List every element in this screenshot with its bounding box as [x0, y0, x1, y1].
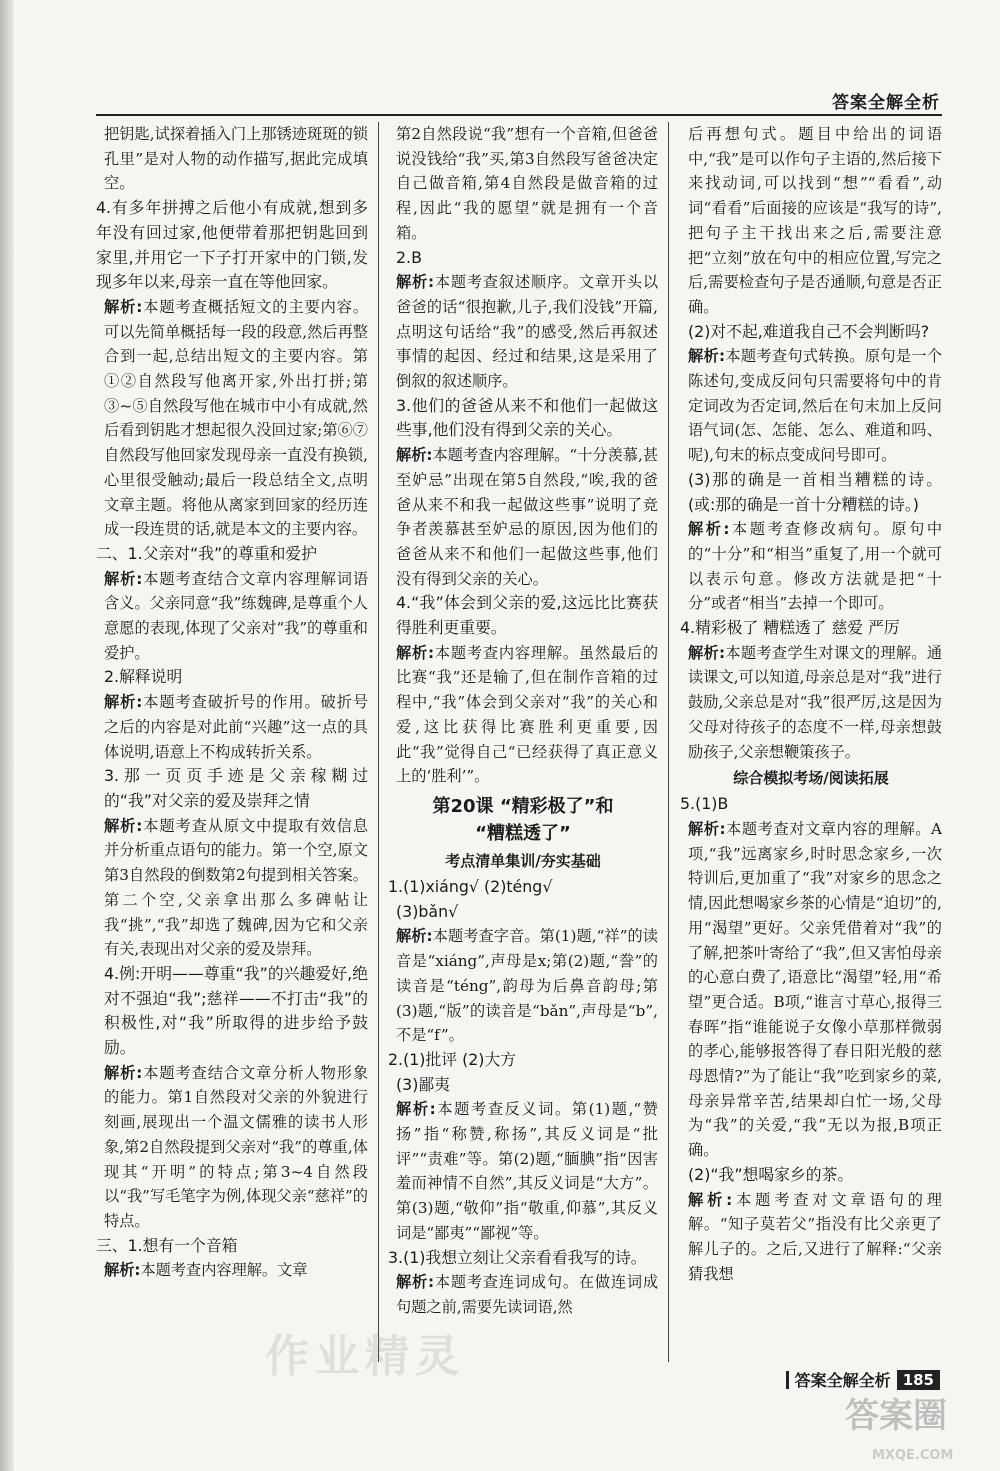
analysis-label: 解析: [396, 1100, 436, 1119]
analysis-label: 解析: [688, 1190, 733, 1209]
column-2 [388, 122, 658, 1367]
analysis-paragraph: 解析:本题考查对文章语句的理解。“知子莫若父”指没有比父亲更了解儿子的。之后,又进行了解释:“父亲猜我想 [688, 1190, 942, 1283]
column-3 [680, 122, 942, 1367]
analysis-paragraph: 解析:本题考查句式转换。原句是一个陈述句,变成反问句只需要将句中的肯定词改为否定词,然后在句末加上反问语气词(怎、怎能、怎么、难道和吗、呢),句末的标点变成问号即可。 [688, 347, 942, 465]
analysis-label: 解析: [104, 569, 143, 588]
paragraph: 把钥匙,试探着插入门上那锈迹斑斑的锁孔里”是对人物的动作描写,据此完成填空。 [104, 125, 368, 193]
footer-label: 答案全解全析 [794, 1371, 891, 1390]
column-1 [96, 122, 368, 1367]
answer-item: (2)“我”想喝家乡的茶。 [688, 1164, 854, 1184]
answer-item: (3)鄙夷 [396, 1074, 450, 1094]
answer-item: 3.他们的爸爸从来不和他们一起做这些事,他们没有得到父亲的关心。 [396, 395, 658, 440]
answer-item: (2)对不起,难道我自己不会判断吗? [688, 321, 930, 341]
section-heading-expand: 综合模拟考场/阅读拓展 [733, 769, 889, 788]
lesson-title-line2: “糟糕透了” [475, 822, 571, 844]
analysis-paragraph: 解析:本题考查内容理解。“十分羡慕,甚至妒忌”出现在第5自然段,“唉,我的爸爸从来不和我一起做这些事”说明了竞争者羡慕甚至妒忌的原因,因为他们的爸爸从来不和他们一起做这些事,他们没有得到父亲的关心。 [396, 446, 658, 588]
answer-item: 4.“我”体会到父亲的爱,这远比比赛获得胜利更重要。 [396, 593, 658, 638]
header-rule [96, 114, 942, 116]
analysis-paragraph: 解析:本题考查字音。第(1)题,“祥”的读音是“xiáng”,声母是x;第(2)题,“誊”的读音是“téng”,韵母为后鼻音韵母;第(3)题,“版”的读音是“bǎn”,声母是“b”,不是“f”。 [396, 927, 658, 1045]
answer-item: 4.例:开明——尊重“我”的兴趣爱好,绝对不强迫“我”;慈祥——不打击“我”的积极性,对“我”所取得的进步给予鼓励。 [104, 963, 368, 1058]
lesson-title-line1: 第20课 “精彩极了”和 [432, 795, 614, 817]
answer-item: 2.解释说明 [104, 667, 183, 687]
footer-bar [786, 1371, 789, 1389]
analysis-label: 解析: [396, 1273, 435, 1292]
analysis-label: 解析: [396, 273, 435, 292]
answer-item: 1.(1)xiáng√ (2)téng√ [388, 876, 553, 896]
analysis-paragraph: 解析:本题考查对文章内容的理解。A项,“我”远离家乡,时时思念家乡,一次特训后,更加重了“我”对家乡的思念之情,因此想喝家乡茶的心情是“迫切”的,用“渴望”更好。父亲凭借着对“我”的了解,把茶叶寄给了“我”,但又害怕母亲的心意白费了,语意比“渴望”轻,用“希望”更合适。B项,“谁言寸草心,报得三春晖”指“谁能说子女像小草那样微弱的孝心,能够报答得了春日阳光般的慈母恩情?”为了能让“我”吃到家乡的菜,母亲异常辛苦,结果却白忙一场,父母为“我”的关爱,“我”无以为报,B项正确。 [688, 819, 942, 1160]
answer-item: 二、1.父亲对“我”的尊重和爱护 [96, 543, 318, 563]
analysis-label: 解析: [104, 693, 143, 712]
analysis-label: 解析: [688, 347, 726, 366]
analysis-paragraph: 解析:本题考查反义词。第(1)题,“赞扬”指“称赞,称扬”,其反义词是“批评”“责难”等。第(2)题,“腼腆”指“因害羞而神情不自然”,其反义词是“大方”。第(3)题,“敬仰”指“敬重,仰慕”,其反义词是“鄙夷”“鄙视”等。 [396, 1100, 658, 1242]
analysis-label: 解析: [688, 643, 726, 662]
answer-item: 4.精彩极了 糟糕透了 慈爱 严厉 [680, 618, 900, 638]
paragraph: 后再想句式。题目中给出的词语中,“我”是可以作句子主语的,然后接下来找动词,可以找到“想”“看看”,动词“看看”后面接的应该是“我写的诗”,把句子主干找出来之后,需要注意把“立刻”放在句中的相应位置,写完之后,需要检查句子是否通顺,句意是否正确。 [688, 125, 942, 316]
analysis-label: 解析: [104, 1063, 143, 1082]
analysis-paragraph: 解析:本题考查内容理解。虽然最后的比赛“我”还是输了,但在制作音箱的过程中,“我”体会到父亲对“我”的关心和爱,这比获得比赛胜利更重要,因此“我”觉得自己“已经获得了真正意义上的‘胜利’”。 [396, 643, 658, 786]
analysis-paragraph: 解析:本题考查连词成句。在做连词成句题之前,需要先读词语,然 [396, 1273, 658, 1316]
section-heading-basic: 考点清单集训/夯实基础 [445, 851, 601, 870]
analysis-paragraph: 解析:本题考查结合文章内容理解词语含义。父亲同意“我”练魏碑,是尊重个人意愿的表现,体现了父亲对“我”的尊重和爱护。 [104, 569, 368, 662]
watermark-corner: 答案圈 [845, 1396, 947, 1436]
analysis-paragraph: 解析:本题考查修改病句。原句中的“十分”和“相当”重复了,用一个就可以表示句意。修改方法就是把“十分”或者“相当”去掉一个即可。 [688, 520, 942, 613]
analysis-label: 解析: [104, 1261, 141, 1280]
analysis-paragraph: 解析:本题考查概括短文的主要内容。可以先简单概括每一段的段意,然后再整合到一起,总结出短文的主要内容。第①②自然段写他离开家,外出打拼;第③~⑤自然段写他在城市中小有成就,然后看到钥匙才想起很久没回过家;第⑥⑦自然段写他回家发现母亲一直没有换锁,心里很受触动;最后一段总结全文,点明文章主题。将他从离家到回家的经历连成一段连贯的话,就是本文的主要内容。 [104, 297, 368, 539]
answer-item: (3)那的确是一首相当糟糕的诗。(或:那的确是一首十分糟糕的诗。) [688, 469, 942, 514]
analysis-label: 解析: [688, 520, 730, 539]
analysis-label: 解析: [396, 643, 435, 662]
page-number: 185 [897, 1370, 940, 1390]
watermark-site: MXQE.COM [872, 1448, 954, 1463]
answer-item: 4.有多年拼搏之后他小有成就,想到多年没有回过家,他便带着那把钥匙回到家里,并用它一下子打开家中的门锁,发现多年以来,母亲一直在等他回家。 [96, 198, 368, 292]
column-divider [378, 122, 379, 1362]
analysis-paragraph: 解析:本题考查学生对课文的理解。通读课文,可以知道,母亲总是对“我”进行鼓励,父亲总是对“我”很严厉,这是因为父母对待孩子的态度不一样,母亲想鼓励孩子,父亲想鞭策孩子。 [688, 643, 942, 761]
footer [786, 1368, 940, 1391]
analysis-paragraph: 解析:本题考查叙述顺序。文章开头以爸爸的话“很抱歉,儿子,我们没钱”开篇,点明这句话给“我”的感受,然后再叙述事情的起因、经过和结果,这是采用了倒叙的叙述顺序。 [396, 273, 658, 391]
answer-item: 5.(1)B [680, 794, 729, 814]
answer-item: (3)bǎn√ [396, 901, 459, 921]
watermark-center: 作业精灵 [265, 1331, 465, 1382]
answer-item: 2.B [396, 247, 422, 267]
analysis-label: 解析: [688, 819, 726, 838]
header-title: 答案全解全析 [832, 93, 940, 113]
answer-item: 三、1.想有一个音箱 [96, 1235, 238, 1255]
analysis-label: 解析: [396, 927, 433, 946]
analysis-label: 解析: [104, 297, 143, 316]
analysis-paragraph: 解析:本题考查从原文中提取有效信息并分析重点语句的能力。第一个空,原文第3自然段的倒数第2句提到相关答案。第二个空,父亲拿出那么多碑帖让我“挑”,“我”却选了魏碑,因为它和父亲有关,表现出对父亲的爱及崇拜。 [104, 816, 368, 959]
paragraph: 第2自然段说“我”想有一个音箱,但爸爸说没钱给“我”买,第3自然段写爸爸决定自己做音箱,第4自然段是做音箱的过程,因此“我的愿望”就是拥有一个音箱。 [396, 125, 658, 242]
page-edge-shadow [0, 0, 14, 1471]
analysis-label: 解析: [396, 446, 433, 465]
answer-item: 3.(1)我想立刻让父亲看看我写的诗。 [388, 1247, 647, 1267]
column-divider [668, 122, 669, 1362]
answer-item: 3.那一页页手迹是父亲稼糊过的“我”对父亲的爱及崇拜之情 [104, 766, 368, 810]
analysis-paragraph: 解析:本题考查内容理解。文章 [104, 1261, 308, 1280]
answer-item: 2.(1)批评 (2)大方 [388, 1049, 517, 1069]
analysis-paragraph: 解析:本题考查结合文章分析人物形象的能力。第1自然段对父亲的外貌进行刻画,展现出一个温文儒雅的读书人形象,第2自然段提到父亲对“我”的尊重,体现其“开明”的特点;第3~4自然段以“我”写毛笔字为例,体现父亲“慈祥”的特点。 [104, 1063, 368, 1230]
analysis-label: 解析: [104, 816, 143, 835]
analysis-paragraph: 解析:本题考查破折号的作用。破折号之后的内容是对此前“兴趣”这一点的具体说明,语意上不构成转折关系。 [104, 693, 368, 761]
